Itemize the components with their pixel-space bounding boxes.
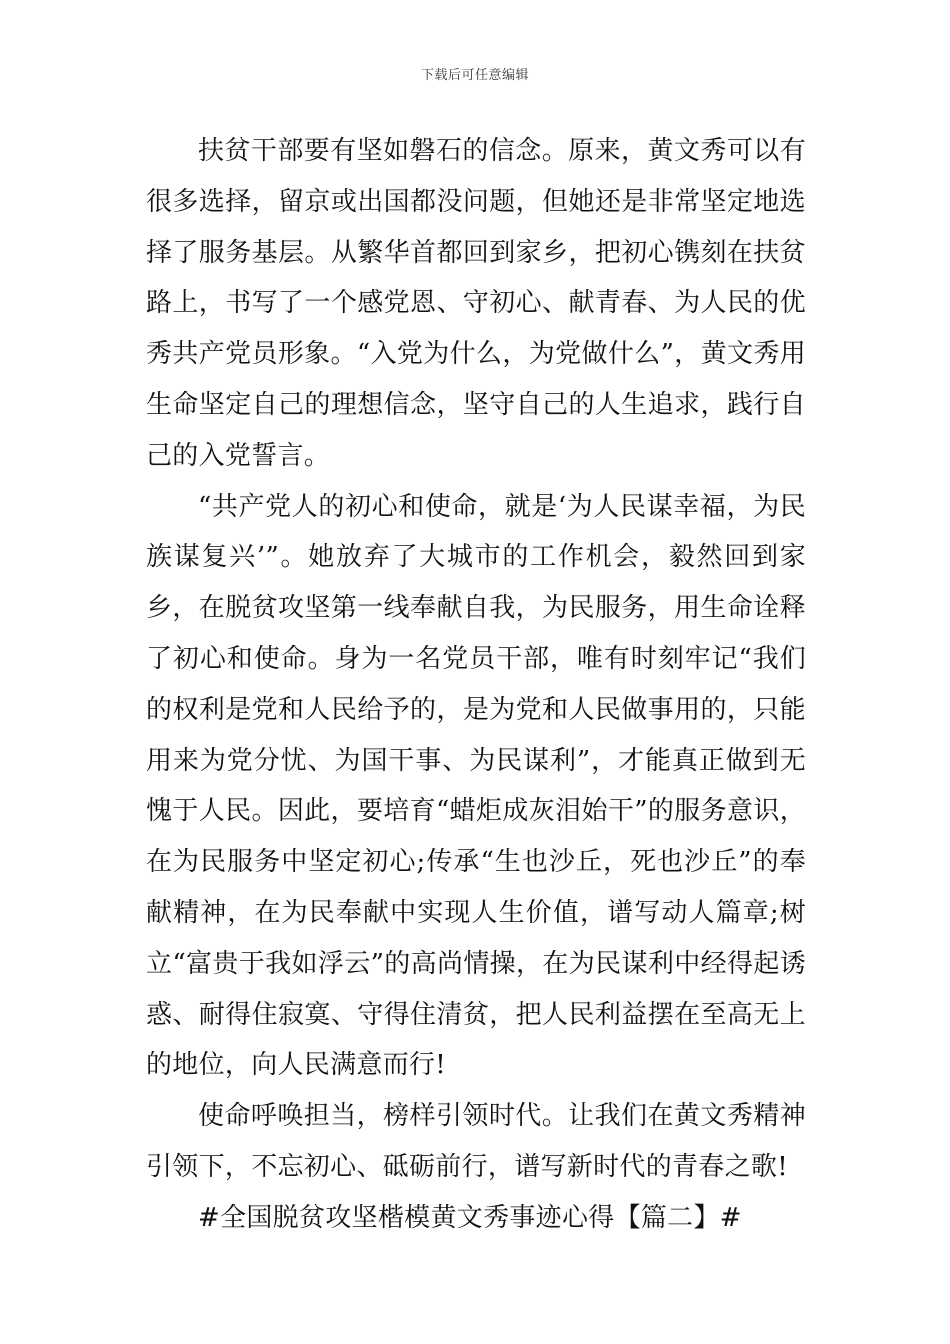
document-body [146,126,806,1244]
paragraph-3: 使命呼唤担当，榜样引领时代。让我们在黄文秀精神引领下，不忘初心、砥砺前行，谱写新时代的青春之歌! [146,1101,806,1182]
section-heading: #全国脱贫攻坚楷模黄文秀事迹心得【篇二】# [198,1202,742,1233]
page-header: 下载后可任意编辑 [420,68,529,83]
paragraph-2: “共产党人的初心和使命，就是‘为人民谋幸福，为民族谋复兴’”。她放弃了大城市的工作机会，毅然回到家乡，在脱贫攻坚第一线奉献自我，为民服务，用生命诠释了初心和使命。身为一名党员干部，唯有时刻牢记“我们的权利是党和人民给予的，是为党和人民做事用的，只能用来为党分忧、为国干事、为民谋利”，才能真正做到无愧于人民。因此，要培育“蜡炬成灰泪始干”的服务意识，在为民服务中坚定初心;传承“生也沙丘，死也沙丘”的奉献精神，在为民奉献中实现人生价值，谱写动人篇章;树立“富贵于我如浮云”的高尚情操，在为民谋利中经得起诱惑、耐得住寂寞、守得住清贫，把人民利益摆在至高无上的地位，向人民满意而行! [146,491,806,1081]
paragraph-1: 扶贫干部要有坚如磐石的信念。原来，黄文秀可以有很多选择，留京或出国都没问题，但她还是非常坚定地选择了服务基层。从繁华首都回到家乡，把初心镌刻在扶贫路上，书写了一个感党恩、守初心、献青春、为人民的优秀共产党员形象。“入党为什么，为党做什么”，黄文秀用生命坚定自己的理想信念，坚守自己的人生追求，践行自己的入党誓言。 [146,136,806,471]
